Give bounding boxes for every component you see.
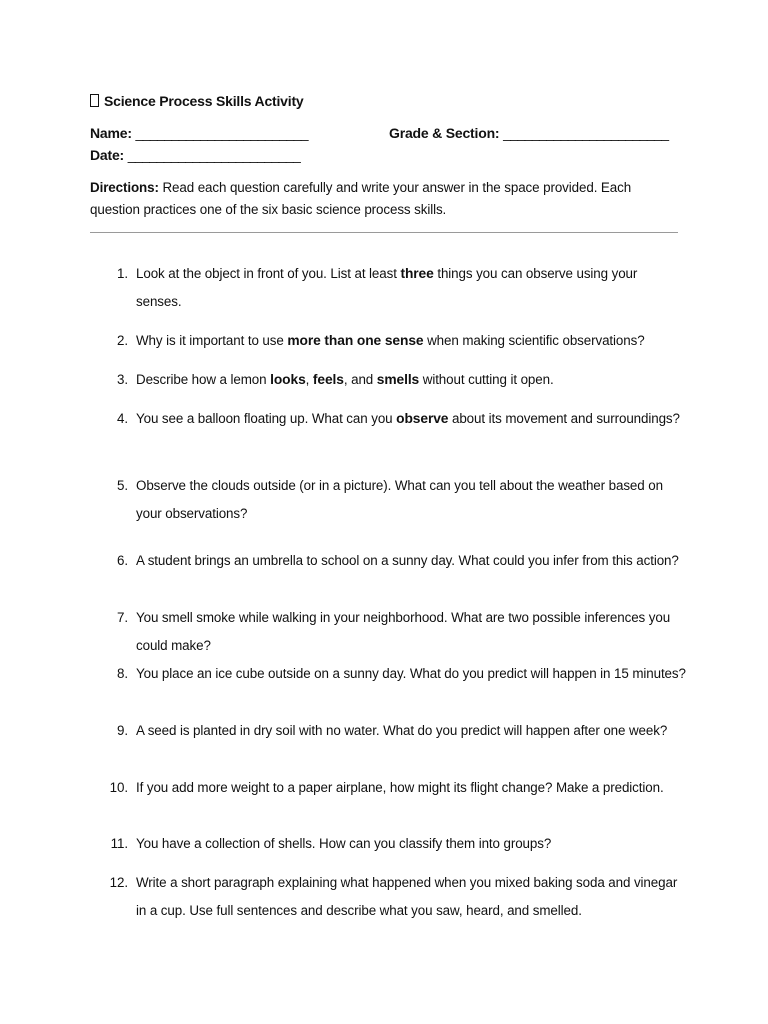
directions-label: Directions: xyxy=(90,180,159,195)
question-emphasis: looks xyxy=(270,372,306,387)
question-text xyxy=(136,260,686,316)
question-item xyxy=(106,405,686,433)
question-emphasis: smells xyxy=(376,372,420,387)
question-item xyxy=(106,869,686,925)
question-text-part: Look at the object in front of you. List at least xyxy=(136,266,401,281)
grade-section-label: Grade & Section: xyxy=(389,125,500,141)
grade-section-blank-line[interactable]: _______________________ xyxy=(503,125,669,141)
question-text-part: Observe the clouds outside (or in a picture). What can you tell about the weather based on your observations? xyxy=(136,478,663,521)
question-number: 9. xyxy=(117,723,128,738)
date-blank-line[interactable]: ________________________ xyxy=(127,147,301,163)
directions-text: Read each question carefully and write your answer in the space provided. Each question practices one of the six basic science process skills. xyxy=(90,180,632,217)
question-number: 11. xyxy=(110,836,128,851)
question-number: 3. xyxy=(117,372,128,387)
question-number: 10. xyxy=(109,780,128,795)
question-number: 1. xyxy=(117,266,128,281)
question-number: 7. xyxy=(117,610,128,625)
question-text-part: , xyxy=(305,372,313,387)
worksheet-title xyxy=(90,93,304,109)
question-text xyxy=(136,472,686,528)
question-item xyxy=(106,660,686,688)
question-emphasis: feels xyxy=(312,372,344,387)
question-item xyxy=(106,717,686,745)
question-number: 4. xyxy=(117,411,128,426)
question-number: 2. xyxy=(117,333,128,348)
question-number: 12. xyxy=(109,875,128,890)
question-text-part: You smell smoke while walking in your neighborhood. What are two possible inferences you could make? xyxy=(136,610,671,653)
question-number: 8. xyxy=(117,666,128,681)
date-field xyxy=(90,147,300,163)
question-text-part: A student brings an umbrella to school on a sunny day. What could you infer from this action? xyxy=(136,553,679,568)
question-text-part: about its movement and surroundings? xyxy=(448,411,680,426)
question-text xyxy=(136,660,686,688)
question-number: 6. xyxy=(117,553,128,568)
question-text xyxy=(136,604,686,660)
name-field xyxy=(90,125,308,141)
question-item xyxy=(106,260,686,316)
question-text-part: Why is it important to use xyxy=(136,333,288,348)
question-text xyxy=(136,327,686,355)
checkbox-glyph-icon xyxy=(90,94,99,107)
question-text-part: without cutting it open. xyxy=(419,372,554,387)
question-text xyxy=(136,547,686,575)
question-item xyxy=(106,604,686,660)
question-text-part: Write a short paragraph explaining what happened when you mixed baking soda and vinegar in a cup. Use full sentences and describe what you saw, heard, and smelled. xyxy=(136,875,678,918)
question-item xyxy=(106,472,686,528)
question-text-part: You see a balloon floating up. What can you xyxy=(136,411,397,426)
question-item xyxy=(106,547,686,575)
question-text-part: You place an ice cube outside on a sunny day. What do you predict will happen in 15 minutes? xyxy=(136,666,686,681)
question-text xyxy=(136,830,686,858)
question-text-part: when making scientific observations? xyxy=(423,333,645,348)
question-text-part: A seed is planted in dry soil with no water. What do you predict will happen after one week? xyxy=(136,723,668,738)
divider-line xyxy=(90,232,678,233)
grade-section-field xyxy=(389,125,668,141)
question-text xyxy=(136,717,686,745)
question-item xyxy=(106,327,686,355)
question-item xyxy=(106,830,686,858)
date-label: Date: xyxy=(90,147,125,163)
question-item xyxy=(106,366,686,394)
question-number: 5. xyxy=(117,478,128,493)
directions-paragraph xyxy=(90,177,680,221)
question-item xyxy=(106,774,686,802)
question-text xyxy=(136,405,686,433)
name-blank-line[interactable]: ________________________ xyxy=(135,125,308,141)
question-text-part: , and xyxy=(343,372,377,387)
question-text-part: If you add more weight to a paper airplane, how might its flight change? Make a prediction. xyxy=(136,780,664,795)
question-text-part: You have a collection of shells. How can you classify them into groups? xyxy=(136,836,552,851)
question-text xyxy=(136,869,686,925)
question-text-part: things you can observe using your senses. xyxy=(136,266,638,309)
question-text xyxy=(136,774,686,802)
question-text xyxy=(136,366,686,394)
name-label: Name: xyxy=(90,125,132,141)
question-emphasis: more than one sense xyxy=(287,333,424,348)
title-text: Science Process Skills Activity xyxy=(104,93,304,109)
question-text-part: Describe how a lemon xyxy=(136,372,271,387)
question-emphasis: observe xyxy=(396,411,449,426)
question-emphasis: three xyxy=(400,266,434,281)
